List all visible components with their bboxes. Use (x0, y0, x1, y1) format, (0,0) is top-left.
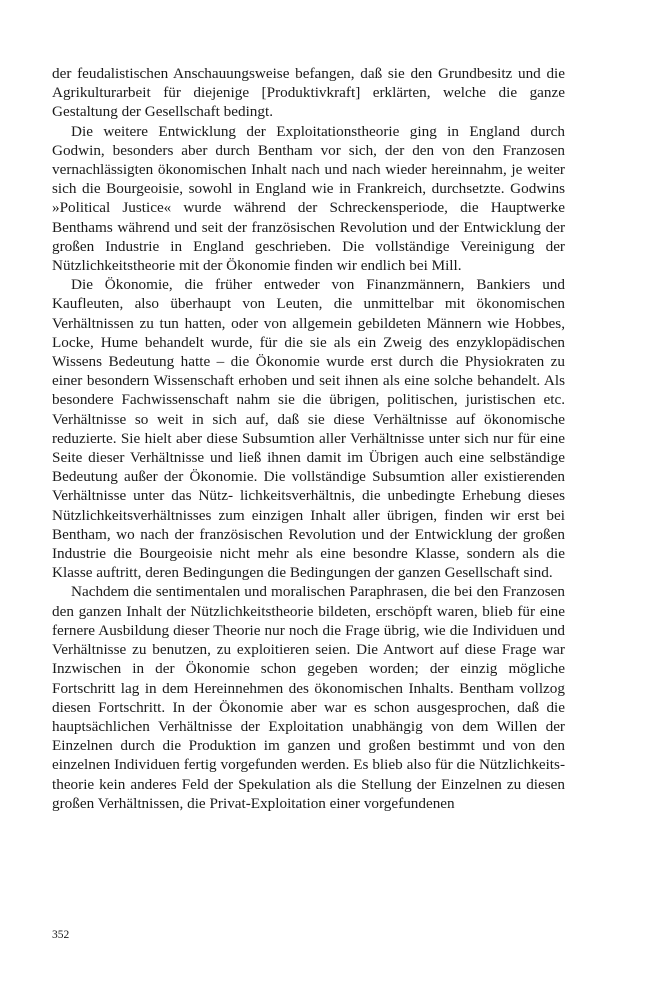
page-number: 352 (52, 929, 70, 941)
paragraph: Die weitere Entwicklung der Exploitationstheorie ging in England durch Godwin, besonders aber durch Bentham vor sich, der den von den Franzosen vernachlässigten ökonomischen Inhalt nach und nach wieder hereinnahm, je weiter sich die Bourgeoisie, sowohl in England wie in Frankreich, durchsetzte. Godwins »Political Justice« wurde während der Schreckensperiode, die Hauptwerke Benthams während und seit der französischen Revolution und der Entwicklung der großen Industrie in England geschrieben. Die vollständige Vereinigung der Nützlichkeitstheorie mit der Ökonomie finden wir endlich bei Mill. (52, 122, 565, 275)
paragraph: Nachdem die sentimentalen und moralischen Paraphrasen, die bei den Franzosen den ganzen Inhalt der Nützlichkeitstheorie bildeten, erschöpft waren, blieb für eine fernere Ausbildung dieser Theorie nur noch die Frage übrig, wie die Individuen und Verhältnisse zu benutzen, zu exploitieren seien. Die Antwort auf diese Frage war Inzwischen in der Ökonomie schon gegeben worden; der einzig mögliche Fortschritt lag in dem Hereinnehmen des ökonomischen Inhalts. Bentham vollzog diesen Fortschritt. In der Ökonomie aber war es schon ausgesprochen, daß die hauptsächlichen Verhältnisse der Exploitation unabhängig von dem Willen der Einzelnen durch die Produktion im ganzen und großen bestimmt und von den einzelnen Individuen fertig vorgefunden werden. Es blieb also für die Nützlichkeitstheorie kein anderes Feld der Spekulation als die Stellung der Einzelnen zu diesen großen Verhältnissen, die Privat-Exploitation einer vorgefundenen (52, 583, 565, 812)
page-body (52, 64, 565, 813)
paragraph: Die Ökonomie, die früher entweder von Finanzmännern, Bankiers und Kaufleuten, also überhaupt von Leuten, die unmittelbar mit ökonomischen Verhältnissen zu tun hatten, oder von allgemein gebildeten Männern wie Hobbes, Locke, Hume behandelt wurde, für die sie als ein Zweig des enzyklopädischen Wissens Bedeutung hatte – die Ökonomie wurde erst durch die Physiokraten zu einer besondern Wissenschaft erhoben und seit ihnen als eine solche behandelt. Als besondere Fachwissenschaft nahm sie die übrigen, politischen, juristischen etc. Verhältnisse so weit in sich auf, daß sie diese Verhältnisse auf ökonomische reduzierte. Sie hielt aber diese Subsumtion aller Verhältnisse unter sich nur für eine Seite dieser Verhältnisse und ließ ihnen damit im Übrigen auch eine selbständige Bedeutung außer der Ökonomie. Die vollständige Subsumtion aller existierenden Verhältnisse unter das Nütz- lichkeitsverhältnis, die unbedingte Erhebung dieses Nützlichkeitsverhältnisses zum einzigen Inhalt aller übrigen, finden wir erst bei Bentham, wo nach der französischen Revolution und der Entwicklung der großen Industrie die Bourgeoisie nicht mehr als eine besondre Klasse, sondern als die Klasse auftritt, deren Bedingungen die Bedingungen der ganzen Gesellschaft sind. (52, 276, 565, 582)
paragraph-continued: der feudalistischen Anschauungsweise befangen, daß sie den Grundbesitz und die Agrikulturarbeit für diejenige [Produktivkraft] erklärten, welche die ganze Gestaltung der Gesellschaft bedingt. (52, 65, 565, 121)
